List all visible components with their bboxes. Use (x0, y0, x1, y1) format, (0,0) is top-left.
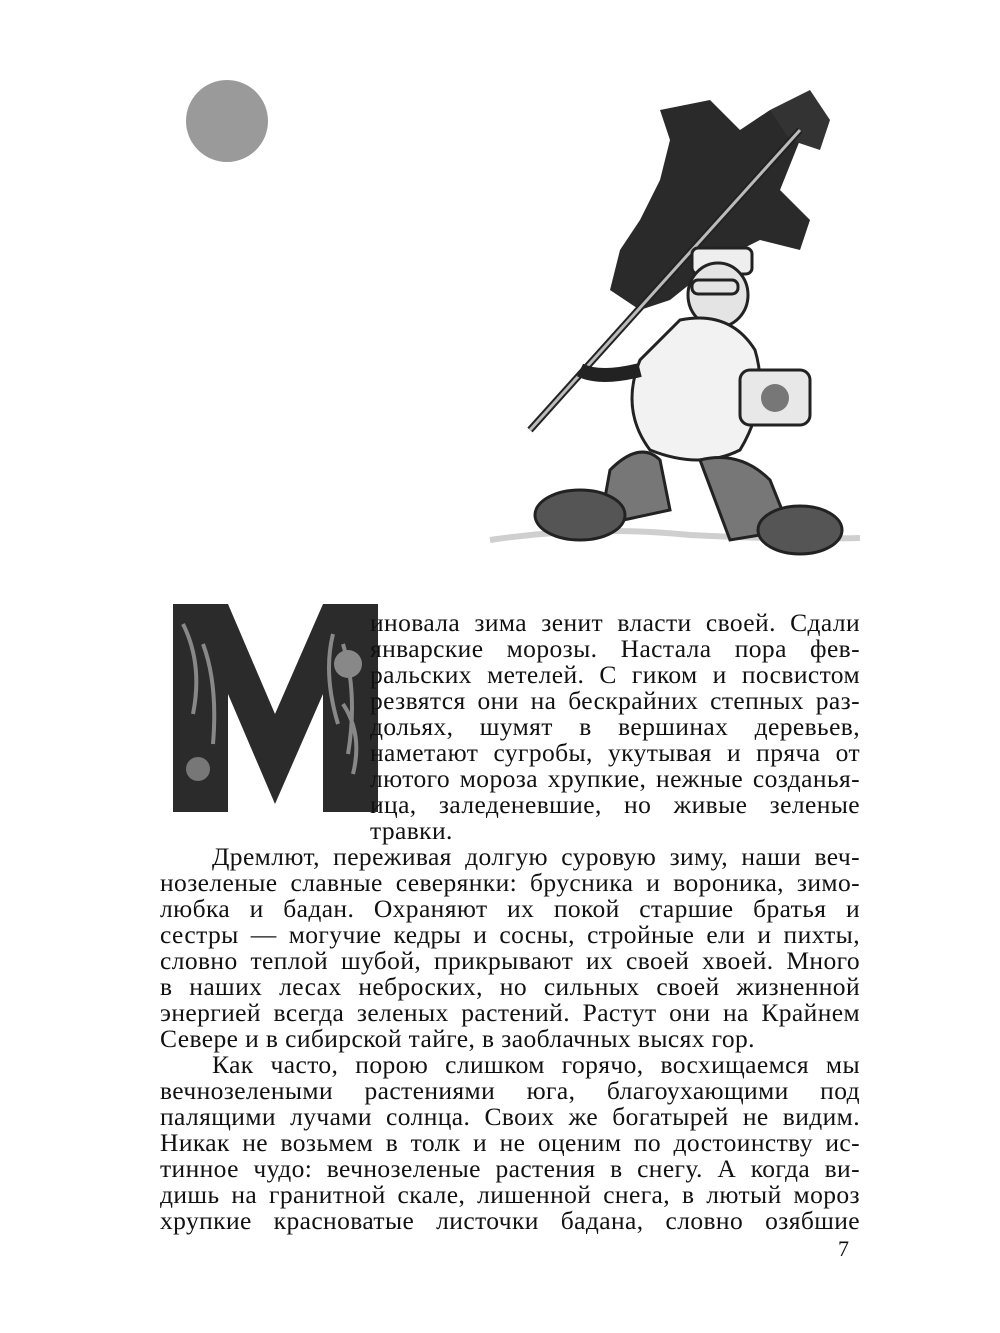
text-line: январские морозы. Настала пора фев- (370, 634, 860, 663)
text-line: резвятся они на бескрайних степных раз- (370, 686, 860, 715)
text-line: Севере и в сибирской тайге, в заоблачных высях гор. (160, 1024, 755, 1053)
text-line: Как часто, порою слишком горячо, восхищаемся мы (212, 1050, 860, 1079)
drop-cap-letter (173, 604, 378, 812)
text-line: Дремлют, переживая долгую суровую зиму, наши веч- (212, 842, 860, 871)
text-line: ица, заледеневшие, но живые зеленые (370, 790, 860, 819)
text-line: в наших лесах неброских, но сильных своей жизненной (160, 972, 860, 1001)
text-line: любка и бадан. Охраняют их покой старшие братья и (160, 894, 860, 923)
text-line: травки. (370, 816, 453, 845)
text-line: хрупкие красноватые листочки бадана, словно озябшие (160, 1206, 860, 1235)
text-line: нозеленые славные северянки: брусника и вороника, зимо- (160, 868, 860, 897)
walking-doctor-illustration (470, 70, 870, 560)
text-line: наметают сугробы, укутывая и пряча от (370, 738, 860, 767)
text-line: словно теплой шубой, прикрывают их своей хвоей. Много (160, 946, 860, 975)
text-line: Никак не возьмем в толк и не оценим по достоинству ис- (160, 1128, 860, 1157)
text-line: дишь на гранитной скале, лишенной снега, в лютый мороз (160, 1180, 860, 1209)
text-line: сестры — могучие кедры и сосны, стройные ели и пихты, (160, 920, 860, 949)
sun-illustration (186, 80, 268, 162)
page-number: 7 (838, 1236, 849, 1261)
text-line: вечнозелеными растениями юга, благоухающими под (160, 1076, 860, 1105)
text-line: лютого мороза хрупкие, нежные созданья- (370, 764, 860, 793)
text-line: тинное чудо: вечнозеленые растения в снегу. А когда ви- (160, 1154, 860, 1183)
text-line: энергией всегда зеленых растений. Растут они на Крайнем (160, 998, 860, 1027)
text-line: палящими лучами солнца. Своих же богатырей не видим. (160, 1102, 860, 1131)
text-line: иновала зима зенит власти своей. Сдали (370, 608, 860, 637)
text-line: дольях, шумят в вершинах деревьев, (370, 712, 860, 741)
text-line: ральских метелей. С гиком и посвистом (370, 660, 860, 689)
